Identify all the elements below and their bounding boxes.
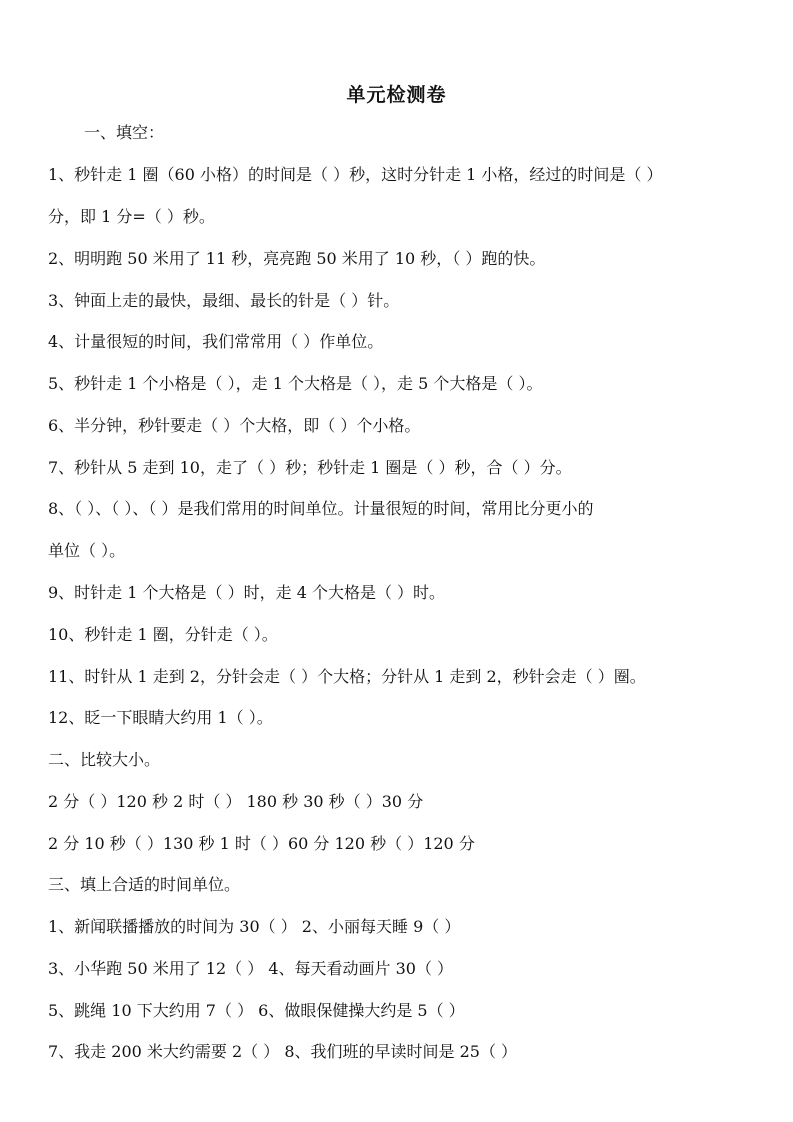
- question-line: 9、时针走 1 个大格是（ ）时，走 4 个大格是（ ）时。: [48, 583, 446, 602]
- question-line: 7、秒针从 5 走到 10，走了（ ）秒；秒针走 1 圈是（ ）秒，合（ ）分。: [48, 458, 572, 477]
- question-line: 10、秒针走 1 圈，分针走（ ）。: [48, 625, 278, 644]
- section-heading-compare: 二、比较大小。: [48, 750, 161, 769]
- units-line: 3、小华跑 50 米用了 12（ ） 4、每天看动画片 30（ ）: [48, 959, 454, 978]
- section-heading-fill-blank: 一、填空：: [84, 123, 165, 142]
- units-line: 5、跳绳 10 下大约用 7（ ） 6、做眼保健操大约是 5（ ）: [48, 1001, 465, 1020]
- question-line: 单位（ ）。: [48, 541, 126, 560]
- units-line: 1、新闻联播播放的时间为 30（ ） 2、小丽每天睡 9（ ）: [48, 917, 461, 936]
- question-line: 2、明明跑 50 米用了 11 秒，亮亮跑 50 米用了 10 秒，（ ）跑的快。: [48, 249, 546, 268]
- question-line: 8、（ ）、（ ）、（ ）是我们常用的时间单位。计量很短的时间，常用比分更小的: [48, 499, 594, 518]
- question-line: 12、眨一下眼睛大约用 1（ ）。: [48, 708, 273, 727]
- question-line: 1、秒针走 1 圈（60 小格）的时间是（ ）秒，这时分针走 1 小格，经过的时间是（ ）: [48, 165, 663, 184]
- question-line: 6、半分钟，秒针要走（ ）个大格，即（ ）个小格。: [48, 416, 421, 435]
- compare-line: 2 分（ ）120 秒 2 时（ ） 180 秒 30 秒（ ）30 分: [48, 792, 424, 811]
- question-line: 11、时针从 1 走到 2，分针会走（ ）个大格；分针从 1 走到 2，秒针会走（ ）圈。: [48, 667, 646, 686]
- question-line: 分，即 1 分=（ ）秒。: [48, 207, 215, 226]
- question-line: 5、秒针走 1 个小格是（ ），走 1 个大格是（ ），走 5 个大格是（ ）。: [48, 374, 543, 393]
- section-heading-units: 三、填上合适的时间单位。: [48, 875, 241, 894]
- compare-line: 2 分 10 秒（ ）130 秒 1 时（ ）60 分 120 秒（ ）120 分: [48, 834, 475, 853]
- question-line: 4、计量很短的时间，我们常常用（ ）作单位。: [48, 332, 384, 351]
- units-line: 7、我走 200 米大约需要 2（ ） 8、我们班的早读时间是 25（ ）: [48, 1042, 518, 1061]
- page-title: 单元检测卷: [346, 84, 447, 106]
- question-line: 3、钟面上走的最快，最细、最长的针是（ ）针。: [48, 291, 400, 310]
